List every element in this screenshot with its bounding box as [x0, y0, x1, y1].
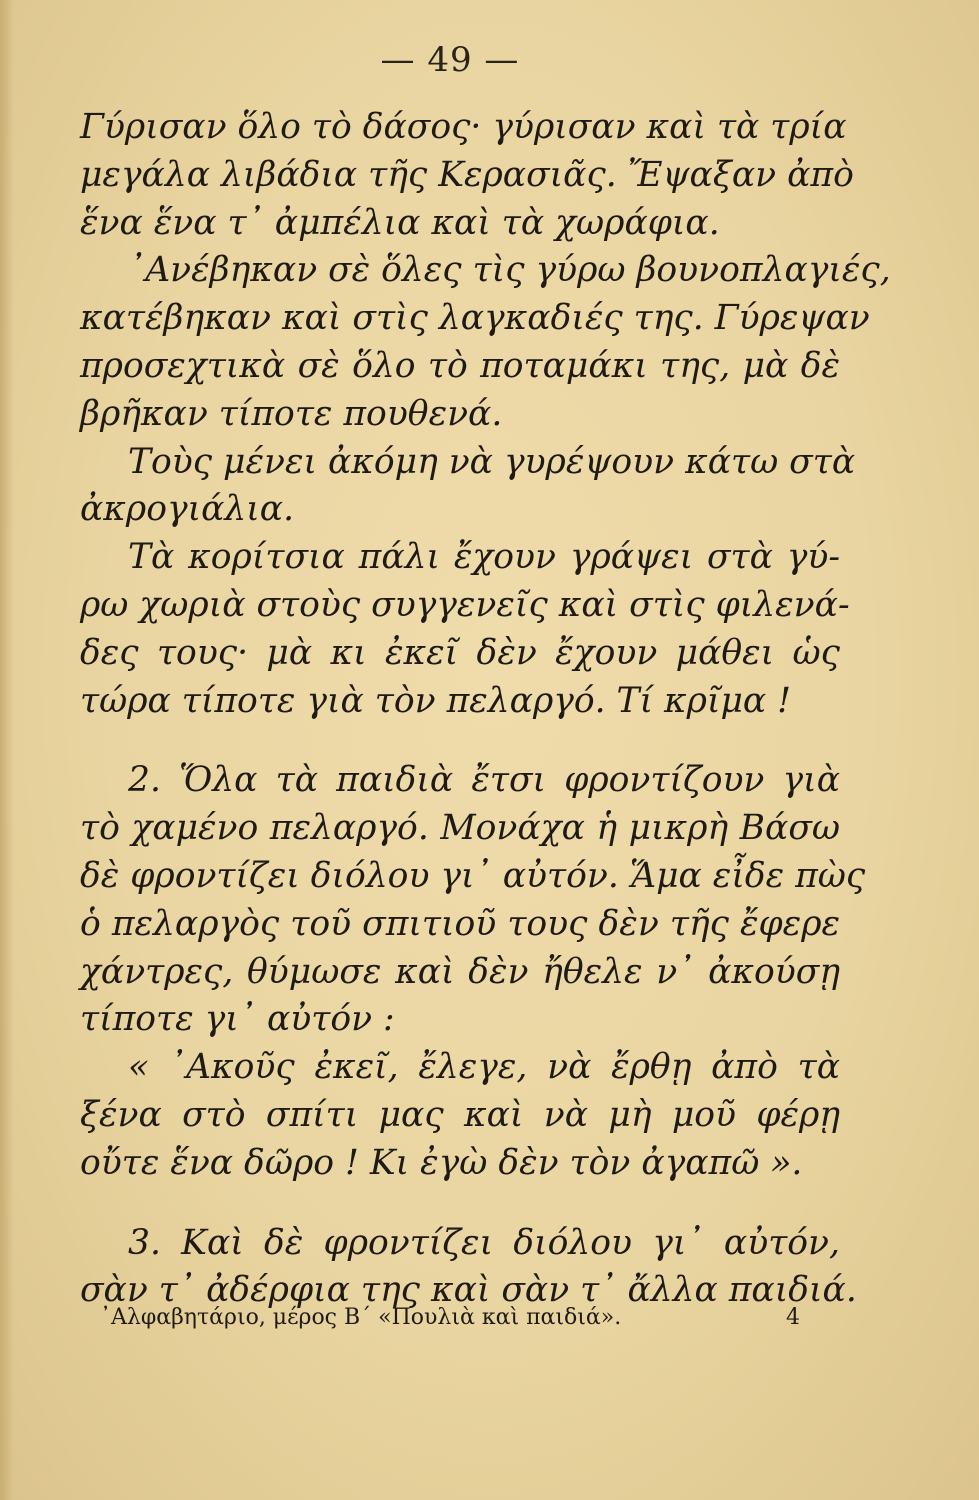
- footer-book-title: ᾽Αλφαβητάριο, μέρος Β΄ «Πουλιὰ καὶ παιδιά».: [100, 1305, 622, 1330]
- body-text: [80, 104, 891, 1315]
- text-line: Τὰ κορίτσια πάλι ἔχουν γράψει στὰ γύ-: [128, 537, 840, 578]
- text-line: « ᾽Ακοῦς ἐκεῖ, ἔλεγε, νὰ ἔρθῃ ἀπὸ τὰ: [128, 1047, 840, 1088]
- text-line: τίποτε γι᾽ αὐτόν :: [80, 999, 395, 1040]
- text-line: ὁ πελαργὸς τοῦ σπιτιοῦ τους δὲν τῆς ἔφερε: [80, 903, 840, 944]
- text-line: οὔτε ἕνα δῶρο ! Κι ἐγὼ δὲν τὸν ἀγαπῶ ».: [80, 1142, 803, 1183]
- text-line: ρω χωριὰ στοὺς συγγενεῖς καὶ στὶς φιλενά-: [80, 584, 850, 625]
- footer-signature-mark: 4: [786, 1305, 800, 1330]
- text-line: τώρα τίποτε γιὰ τὸν πελαργό. Τί κρῖμα !: [80, 680, 792, 721]
- text-line: ᾽Ανέβηκαν σὲ ὅλες τὶς γύρω βουνοπλαγιές,: [128, 250, 891, 291]
- paragraph: [80, 534, 850, 725]
- text-line: μεγάλα λιβάδια τῆς Κερασιᾶς. Ἔψαξαν ἀπὸ: [80, 154, 854, 195]
- text-line: τὸ χαμένο πελαργό. Μονάχα ἡ μικρὴ Βάσω: [80, 808, 840, 849]
- page-number: — 49 —: [380, 40, 520, 80]
- paragraph: [80, 247, 891, 438]
- text-line: προσεχτικὰ σὲ ὅλο τὸ ποταμάκι της, μὰ δὲ: [80, 345, 840, 386]
- text-line: χάντρες, θύμωσε καὶ δὲν ἤθελε ν᾽ ἀκούσῃ: [80, 951, 840, 992]
- text-line: ἀκρογιάλια.: [80, 489, 295, 530]
- paragraph: [80, 1044, 840, 1187]
- text-line: ξένα στὸ σπίτι μας καὶ νὰ μὴ μοῦ φέρῃ: [80, 1094, 840, 1135]
- text-line: βρῆκαν τίποτε πουθενά.: [80, 393, 503, 434]
- text-line: ἕνα ἕνα τ᾽ ἀμπέλια καὶ τὰ χωράφια.: [80, 202, 720, 243]
- paragraph: [80, 104, 854, 247]
- text-line: Γύρισαν ὅλο τὸ δάσος· γύρισαν καὶ τὰ τρία: [80, 107, 847, 147]
- text-line: 2. Ὅλα τὰ παιδιὰ ἔτσι φροντίζουν γιὰ: [128, 760, 840, 801]
- paragraph: [80, 757, 866, 1044]
- text-line: σὰν τ᾽ ἀδέρφια της καὶ σὰν τ᾽ ἄλλα παιδιά.: [80, 1270, 857, 1311]
- text-line: Τοὺς μένει ἀκόμη νὰ γυρέψουν κάτω στὰ: [128, 441, 856, 482]
- paragraph: [80, 1220, 857, 1316]
- text-line: δὲ φροντίζει διόλου γι᾽ αὐτόν. Ἅμα εἶδε πὼς: [80, 855, 866, 896]
- paragraph: [80, 439, 856, 535]
- text-line: 3. Καὶ δὲ φροντίζει διόλου γι᾽ αὐτόν,: [128, 1222, 840, 1263]
- text-line: δες τους· μὰ κι ἐκεῖ δὲν ἔχουν μάθει ὡς: [80, 632, 840, 673]
- page-footer: [100, 1305, 800, 1330]
- text-line: κατέβηκαν καὶ στὶς λαγκαδιές της. Γύρεψαν: [80, 298, 870, 339]
